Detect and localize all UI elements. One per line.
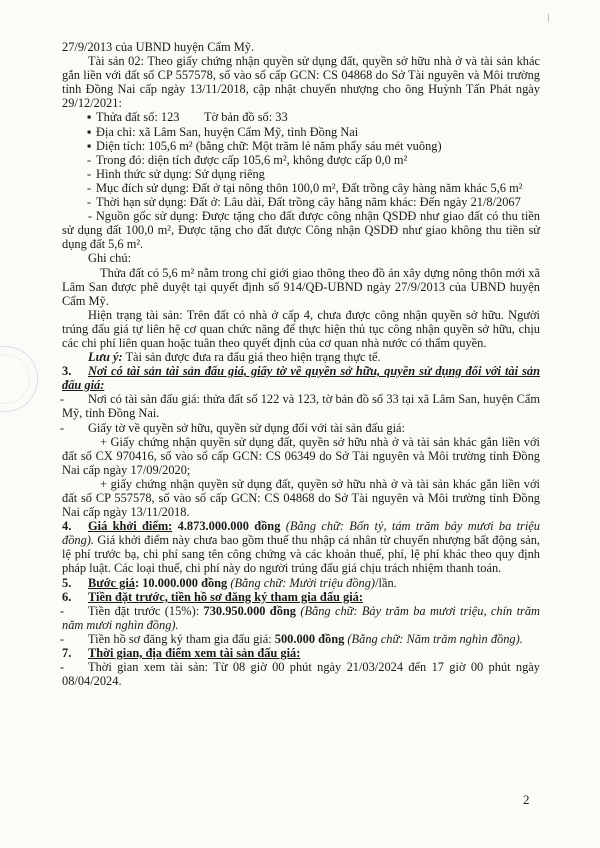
bullet-dash-icon: - [87,152,92,167]
section-7-heading: 7. Thời gian, địa điểm xem tài sản đấu giá: [62,646,301,661]
caution-paragraph: Lưu ý: Tài sản được đưa ra đấu giá theo hiện trạng thực tế. [88,350,381,365]
bullet-dash-icon: - [60,420,65,435]
bullet-square-icon: ▪ [87,124,92,139]
address-line: ▪ Địa chỉ: xã Lâm San, huyện Cẩm Mỹ, tỉnh Đồng Nai [87,124,359,139]
section-3-papers: - Giấy tờ về quyền sở hữu, quyền sử dụng đối với tài sản đấu giá: [60,420,405,435]
term-line: - Thời hạn sử dụng: Đất ở: Lâu dài, Đất trồng cây hằng năm khác: Đến ngày 21/8/2067 [87,195,521,210]
bullet-square-icon: ▪ [87,138,92,153]
bullet-dash-icon: - [87,166,92,181]
bullet-square-icon: ▪ [87,110,92,125]
page-number: 2 [523,792,530,807]
purpose-line: - Mục đích sử dụng: Đất ở tại nông thôn 100,0 m², Đất trồng cây hàng năm khác 5,6 m² [87,180,523,195]
view-time-line: - Thời gian xem tài sản: Từ 08 giờ 00 phút ngày 21/03/2024 đến 17 giờ 00 phút ngày 08/04/2024. [60,660,540,689]
section-5-paragraph: 5. Bước giá: 10.000.000 đồng (Bằng chữ: Mười triệu đồng)/lần. [62,575,397,590]
bullet-dash-icon: - [87,180,92,195]
section-4-paragraph: 4. Giá khởi điểm: 4.873.000.000 đồng (Bằng chữ: Bốn tỷ, tám trăm bảy mươi ba triệu đồng). Giá khởi điểm này chưa bao gồm thuế thu nhập cá nhân từ chuyển nhượng bất động sản, lệ phí trước bạ, chi phí sang tên công chứng và các khoản thuế, phí, lệ phí khác theo quy định pháp luật. Các loại thuế, chi phí này do người trúng đấu giá chịu trách nhiệm thanh toán. [62,519,541,576]
current-state-paragraph: Hiện trạng tài sản: Trên đất có nhà ở cấp 4, chưa được công nhận quyền sở hữu. Người trúng đấu giá tự liên hệ cơ quan chức năng để thực hiện thủ tục công nhận quyền sở hữu, chịu các chi phí liên quan hoặc tuân theo quyết định của cơ quan nhà nước có thẩm quyền. [62,307,540,350]
fee-line: - Tiền hồ sơ đăng ký tham gia đấu giá: 500.000 đồng (Bằng chữ: Năm trăm nghìn đồng). [60,631,523,646]
origin-paragraph: - Nguồn gốc sử dụng: Được tặng cho đất được công nhận QSDĐ như giao đất có thu tiền sử dụng đất 100,0 m², Được tặng cho đất được Công nhận QSDĐ như giao không thu tiền sử dụng đất 5,6 m². [62,209,541,252]
certificate-1: + Giấy chứng nhận quyền sử dụng đất, quyền sở hữu nhà ở và tài sản khác gắn liền với đất số CX 970416, số vào sổ cấp GCN: CS 06349 do Sở Tài nguyên và Môi trường tỉnh Đồng Nai cấp ngày 17/09/2020; [62,434,540,477]
within-line: - Trong đó: diện tích được cấp 105,6 m², không được cấp 0,0 m² [87,152,408,167]
bullet-dash-icon: - [60,660,65,675]
section-3-location: - Nơi có tài sản đấu giá: thửa đất số 122 và 123, tờ bản đồ số 33 tại xã Lâm San, huyện Cẩm Mỹ, tỉnh Đồng Nai. [60,392,540,421]
note-paragraph: Thửa đất có 5,6 m² nằm trong chỉ giới giao thông theo đồ án xây dựng nông thôn mới xã Lâm San được phê duyệt tại quyết định số 914/QĐ-UBND ngày 27/9/2013 của UBND huyện Cẩm Mỹ. [62,265,540,308]
scan-mark [548,14,549,22]
area-line: ▪ Diện tích: 105,6 m² (bằng chữ: Một trăm lẻ năm phẩy sáu mét vuông) [87,138,442,153]
continuation-line: 27/9/2013 của UBND huyện Cẩm Mỹ. [62,40,255,54]
usage-form-line: - Hình thức sử dụng: Sử dụng riêng [87,166,265,181]
parcel-line: ▪ Thửa đất số: 123 Tờ bản đồ số: 33 [87,110,288,125]
section-6-heading: 6. Tiền đặt trước, tiền hồ sơ đăng ký tham gia đấu giá: [62,589,363,604]
certificate-2: + giấy chứng nhận quyền sử dụng đất, quyền sở hữu nhà ở và tài sản khác gắn liền với đất số CP 557578, số vào sổ cấp GCN: CS 04868 do Sở Tài nguyên và Môi trường tỉnh Đồng Nai cấp ngày 13/11/2018. [62,476,540,520]
bullet-dash-icon: - [60,392,65,407]
bullet-dash-icon: - [60,603,65,618]
bullet-dash-icon: - [87,195,92,210]
note-label: Ghi chú: [88,251,132,266]
deposit-line: - Tiền đặt trước (15%): 730.950.000 đồng (Bằng chữ: Bảy trăm ba mươi triệu, chín trăm năm mươi nghìn đồng). [60,603,540,632]
bullet-dash-icon: - [60,631,65,646]
section-3-heading: 3. Nơi có tài sản tài sản đấu giá, giấy tờ về quyền sở hữu, quyền sử dụng đối với tài sản đấu giá: [62,364,540,393]
asset-2-paragraph: Tài sản 02: Theo giấy chứng nhận quyền sử dụng đất, quyền sở hữu nhà ở và tài sản khác gắn liền với đất số CP 557578, số vào sổ cấp GCN: CS 04868 do Sở Tài nguyên và Môi trường tỉnh Đồng Nai cấp ngày 13/11/2018, cập nhật chuyển nhượng cho ông Huỳnh Tấn Phát ngày 29/12/2021: [62,54,540,111]
document-body [62,40,540,688]
